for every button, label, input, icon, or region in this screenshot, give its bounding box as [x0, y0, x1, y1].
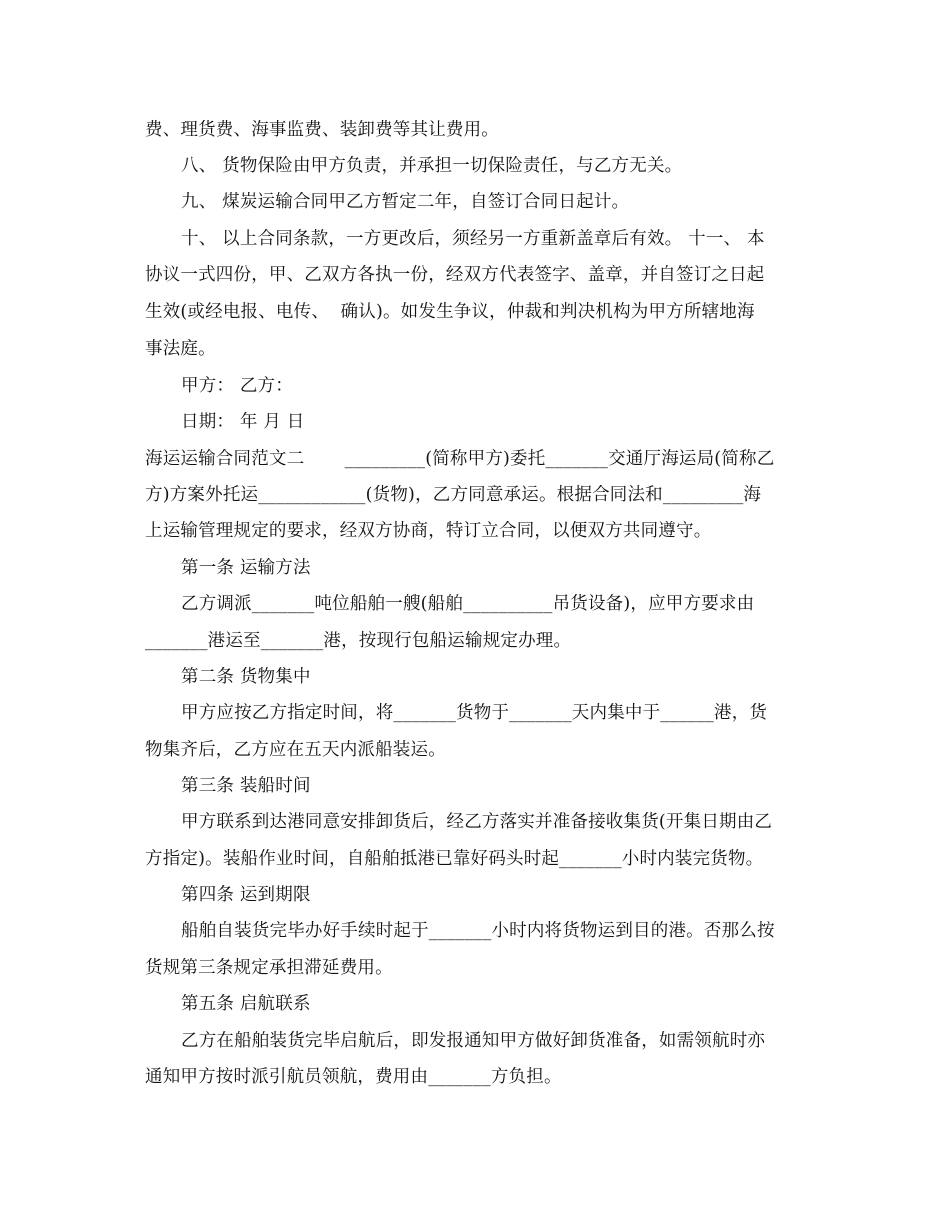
text-line: 协议一式四份，甲、乙双方各执一份，经双方代表签字、盖章，并自签订之日起: [145, 265, 765, 285]
text-line: 物集齐后，乙方应在五天内派船装运。: [145, 740, 446, 760]
text-line: 通知甲方按时派引航员领航，费用由_______方负担。: [145, 1067, 562, 1087]
section-title-line: 海运运输合同范文二 _________(简称甲方)委托_______交通厅海运局(简称乙: [145, 449, 775, 469]
text-line: 船舶自装货完毕办好手续时起于_______小时内将货物运到目的港。否那么按: [181, 921, 775, 941]
text-line: 货规第三条规定承担滞延费用。: [145, 958, 393, 978]
text-line: 乙方调派_______吨位船舶一艘(船舶__________吊货设备)，应甲方要求由: [181, 594, 755, 614]
signature-parties: 甲方： 乙方：: [181, 376, 293, 396]
article-heading: 第三条 装船时间: [181, 776, 311, 796]
text-line: 方)方案外托运____________(货物)，乙方同意承运。根据合同法和_________海: [145, 485, 762, 505]
text-line: 甲方联系到达港同意安排卸货后，经乙方落实并准备接收集货(开集日期由乙: [181, 812, 773, 832]
text-line: 方指定)。装船作业时间，自船舶抵港已靠好码头时起_______小时内装完货物。: [145, 849, 764, 869]
article-heading: 第二条 货物集中: [181, 667, 311, 687]
text-line: _______港运至_______港，按现行包船运输规定办理。: [145, 631, 572, 651]
text-line: 十、 以上合同条款，一方更改后，须经另一方重新盖章后有效。 十一、 本: [181, 229, 765, 249]
signature-date: 日期： 年 月 日: [181, 412, 305, 432]
article-heading: 第五条 启航联系: [181, 994, 311, 1014]
text-line: 事法庭。: [145, 339, 216, 359]
text-line: 甲方应按乙方指定时间，将_______货物于_______天内集中于______港，货: [181, 703, 768, 723]
article-heading: 第四条 运到期限: [181, 885, 311, 905]
article-heading: 第一条 运输方法: [181, 558, 311, 578]
text-line: 生效(或经电报、电传、 确认)。如发生争议，仲裁和判决机构为甲方所辖地海: [145, 302, 755, 322]
text-line: 八、 货物保险由甲方负责，并承担一切保险责任，与乙方无关。: [181, 156, 683, 176]
text-line: 费、理货费、海事监费、装卸费等其让费用。: [145, 120, 499, 140]
text-line: 上运输管理规定的要求，经双方协商，特订立合同，以便双方共同遵守。: [145, 521, 712, 541]
text-line: 乙方在船舶装货完毕启航后，即发报通知甲方做好卸货准备，如需领航时亦: [181, 1031, 766, 1051]
text-line: 九、 煤炭运输合同甲乙方暂定二年，自签订合同日起计。: [181, 192, 630, 212]
